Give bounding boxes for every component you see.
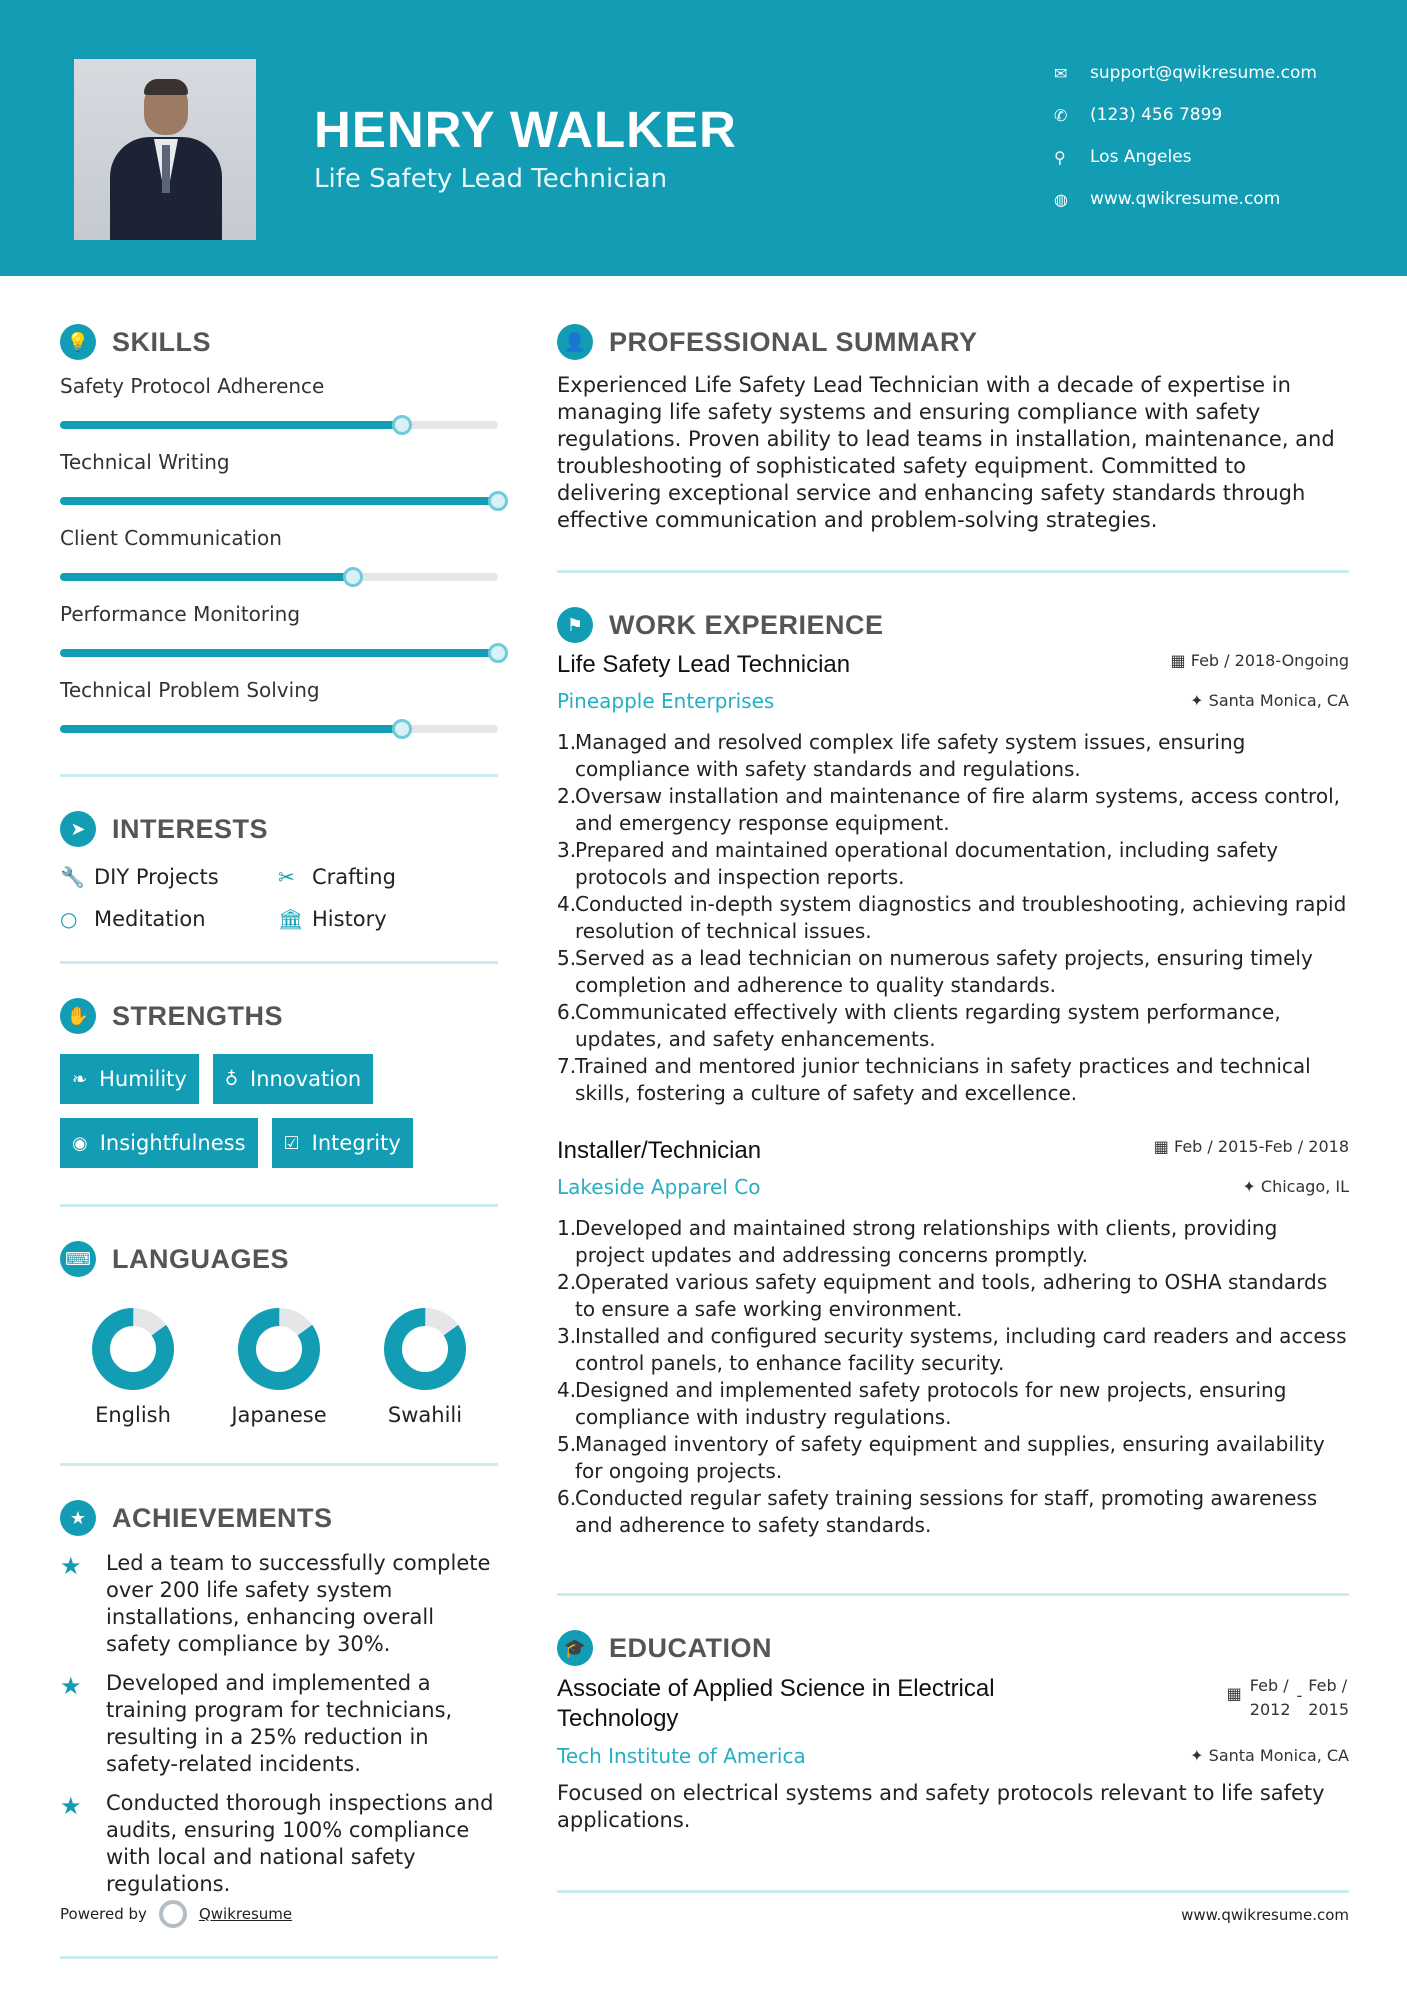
contact-location: ⚲ Los Angeles: [1054, 147, 1192, 167]
contact-phone[interactable]: ✆ (123) 456 7899: [1054, 105, 1223, 125]
language-name: Japanese: [231, 1403, 327, 1427]
job-bullets: [557, 1215, 1349, 1539]
job-title: Life Safety Lead Technician: [557, 651, 851, 678]
job-entry: [557, 651, 1349, 1107]
school-name: Tech Institute of America: [557, 1744, 806, 1768]
company-name: Lakeside Apparel Co: [557, 1175, 761, 1199]
job-location: ✦ Santa Monica, CA: [1190, 691, 1349, 710]
company-name: Pineapple Enterprises: [557, 689, 775, 713]
section-divider: [557, 1593, 1349, 1596]
strength-tag: ♁ Innovation: [213, 1054, 373, 1104]
skill-item: [60, 520, 498, 596]
job-bullet: 7. Trained and mentored junior technicians in safety practices and technical skills, fostering a culture of safety and excellence.: [557, 1054, 1311, 1105]
section-divider: [60, 1956, 498, 1959]
skills-list: [60, 368, 498, 774]
summary-text: Experienced Life Safety Lead Technician with a decade of expertise in managing life safety systems and ensuring compliance with safety regulations. Proven ability to lead teams in installation, maintenance, and troubleshooting of sophisticated safety equipment. Committed to delivering exceptional service and enhancing safety standards through effective communication and problem-solving strategies.: [557, 373, 1335, 532]
skill-bar: [60, 421, 498, 429]
contact-website[interactable]: ◍ www.qwikresume.com: [1054, 189, 1281, 209]
language-item: [60, 1305, 206, 1427]
graduation-cap-icon: 🎓: [557, 1630, 593, 1666]
star-icon: ★: [60, 1792, 82, 1820]
pin-icon: ✦: [1190, 1746, 1209, 1765]
interest-item: ○ Meditation: [60, 907, 206, 931]
briefcase-icon: ⚑: [557, 607, 593, 643]
skill-bar-knob: [392, 719, 412, 739]
skill-item: [60, 444, 498, 520]
language-icon: ⌨: [60, 1241, 96, 1277]
strength-tag: ◉ Insightfulness: [60, 1118, 258, 1168]
job-bullet: 2. Operated various safety equipment and tools, adhering to OSHA standards to ensure a safe working environment.: [557, 1270, 1328, 1321]
job-bullet: 6. Conducted regular safety training sessions for staff, promoting awareness and adherence to safety standards.: [557, 1486, 1318, 1537]
job-bullet: 1. Managed and resolved complex life safety system issues, ensuring compliance with safety standards and regulations.: [557, 730, 1246, 781]
left-column: [60, 316, 498, 1910]
skill-bar-knob: [488, 643, 508, 663]
qwikresume-logo-icon: [159, 1900, 187, 1928]
summary-heading: 👤 PROFESSIONAL SUMMARY: [557, 316, 1349, 368]
circle-icon: ○: [60, 907, 78, 931]
interest-item: ✂ Crafting: [278, 865, 396, 889]
education-heading: 🎓 EDUCATION: [557, 1622, 1349, 1674]
eye-icon: ◉: [72, 1132, 88, 1154]
resume-header: [0, 0, 1407, 276]
pin-icon: ✦: [1242, 1177, 1261, 1196]
skill-bar: [60, 497, 498, 505]
skills-heading: 💡 SKILLS: [60, 316, 498, 368]
skill-name: Technical Problem Solving: [60, 678, 320, 702]
education-description: Focused on electrical systems and safety protocols relevant to life safety applications.: [557, 1781, 1325, 1832]
user-icon: 👤: [557, 324, 593, 360]
languages-heading: ⌨ LANGUAGES: [60, 1233, 498, 1285]
strengths-list: [60, 1042, 498, 1204]
job-bullet: 3. Prepared and maintained operational documentation, including safety protocols and inspection reports.: [557, 838, 1279, 889]
achievement-item: ★ Led a team to successfully complete over 200 life safety system installations, enhancing overall safety compliance by 30%.: [60, 1551, 491, 1656]
skill-item: [60, 596, 498, 672]
powered-by: Powered by Qwikresume: [60, 1900, 292, 1928]
strengths-heading: ✋ STRENGTHS: [60, 990, 498, 1042]
job-bullet: 5. Managed inventory of safety equipment and supplies, ensuring availability for ongoing projects.: [557, 1432, 1325, 1483]
skill-bar-fill: [60, 421, 402, 429]
job-bullet: 4. Conducted in-depth system diagnostics and troubleshooting, achieving rapid resolution of technical issues.: [557, 892, 1347, 943]
calendar-icon: ▦: [1153, 1137, 1174, 1156]
profile-photo: [74, 59, 256, 240]
skill-bar-fill: [60, 725, 402, 733]
footer-url[interactable]: www.qwikresume.com: [1181, 1906, 1349, 1924]
candidate-name: HENRY WALKER: [314, 101, 737, 158]
envelope-icon: ✉: [1054, 63, 1068, 83]
skill-bar-fill: [60, 649, 498, 657]
bank-icon: 🏛: [278, 907, 304, 931]
job-bullet: 6. Communicated effectively with clients regarding system performance, updates, and safety enhancements.: [557, 1000, 1281, 1051]
language-item: [352, 1305, 498, 1427]
job-bullet: 1. Developed and maintained strong relationships with clients, providing project updates and addressing concerns promptly.: [557, 1216, 1278, 1267]
language-donut: [89, 1305, 177, 1393]
skill-bar-knob: [392, 415, 412, 435]
contact-list: [1054, 52, 1394, 220]
language-name: English: [95, 1403, 171, 1427]
star-icon: ★: [60, 1552, 82, 1580]
degree-title: Associate of Applied Science in Electrical Technology: [557, 1675, 995, 1732]
languages-list: [60, 1285, 498, 1463]
skill-bar: [60, 649, 498, 657]
star-badge-icon: ★: [60, 1500, 96, 1536]
job-dates: ▦ Feb / 2018-Ongoing: [1170, 651, 1349, 670]
interests-list: [60, 855, 498, 961]
job-bullet: 4. Designed and implemented safety protocols for new projects, ensuring compliance with industry regulations.: [557, 1378, 1287, 1429]
achievements-list: [60, 1550, 498, 1898]
hand-icon: ✋: [60, 998, 96, 1034]
job-bullet: 3. Installed and configured security systems, including card readers and access control panels, to enhance facility security.: [557, 1324, 1347, 1375]
skill-item: [60, 368, 498, 444]
skill-name: Safety Protocol Adherence: [60, 374, 325, 398]
section-divider: [60, 1204, 498, 1207]
section-divider: [60, 774, 498, 777]
language-item: [206, 1305, 352, 1427]
star-icon: ★: [60, 1672, 82, 1700]
skill-bar-fill: [60, 573, 353, 581]
job-title: Installer/Technician: [557, 1137, 762, 1164]
job-dates: ▦ Feb / 2015-Feb / 2018: [1153, 1137, 1349, 1156]
phone-icon: ✆: [1054, 105, 1068, 125]
language-donut: [381, 1305, 469, 1393]
work-heading: ⚑ WORK EXPERIENCE: [557, 599, 1349, 651]
calendar-icon: ▦: [1226, 1684, 1242, 1703]
skill-name: Client Communication: [60, 526, 282, 550]
pin-icon: ✦: [1190, 691, 1209, 710]
strength-tag: ❧ Humility: [60, 1054, 199, 1104]
skill-name: Performance Monitoring: [60, 602, 301, 626]
skill-bar-knob: [343, 567, 363, 587]
job-bullet: 5. Served as a lead technician on numerous safety projects, ensuring timely completion and adherence to quality standards.: [557, 946, 1313, 997]
achievement-item: ★ Developed and implemented a training program for technicians, resulting in a 25% reduction in safety-related incidents.: [60, 1671, 453, 1776]
skill-bar: [60, 725, 498, 733]
checkbox-icon: ☑: [283, 1132, 300, 1154]
leaf-icon: ❧: [72, 1068, 88, 1090]
interest-item: 🏛 History: [278, 907, 387, 931]
qwikresume-link[interactable]: Qwikresume: [198, 1905, 293, 1923]
right-column: [557, 316, 1349, 1834]
school-location: ✦ Santa Monica, CA: [1190, 1746, 1349, 1765]
job-location: ✦ Chicago, IL: [1242, 1177, 1349, 1196]
strength-tag: ☑ Integrity: [272, 1118, 413, 1168]
skill-bar: [60, 573, 498, 581]
job-entry: [557, 1137, 1349, 1539]
language-donut: [235, 1305, 323, 1393]
globe-icon: ◍: [1054, 189, 1068, 209]
section-divider: [557, 570, 1349, 573]
interest-item: 🔧 DIY Projects: [60, 865, 219, 889]
candidate-title: Life Safety Lead Technician: [314, 164, 668, 194]
section-divider: [557, 1890, 1349, 1893]
lightbulb-icon: ♁: [224, 1068, 239, 1090]
achievements-heading: ★ ACHIEVEMENTS: [60, 1492, 498, 1544]
achievement-item: ★ Conducted thorough inspections and audits, ensuring 100% compliance with local and national safety regulations.: [60, 1791, 494, 1896]
job-bullets: [557, 729, 1349, 1107]
section-divider: [60, 1463, 498, 1466]
skill-item: [60, 672, 498, 748]
interests-heading: ➤ INTERESTS: [60, 803, 498, 855]
lightbulb-icon: 💡: [60, 324, 96, 360]
calendar-icon: ▦: [1170, 651, 1191, 670]
skill-bar-fill: [60, 497, 498, 505]
language-name: Swahili: [387, 1403, 463, 1427]
job-bullet: 2. Oversaw installation and maintenance of fire alarm systems, access control, and emergency response equipment.: [557, 784, 1340, 835]
scissors-icon: ✂: [278, 865, 295, 889]
education-dates: ▦ Feb / 2012 - Feb / 2015: [1226, 1676, 1349, 1719]
skill-bar-knob: [488, 491, 508, 511]
skill-name: Technical Writing: [60, 450, 230, 474]
contact-email[interactable]: ✉ support@qwikresume.com: [1054, 63, 1317, 83]
paper-plane-icon: ➤: [60, 811, 96, 847]
section-divider: [60, 961, 498, 964]
wrench-icon: 🔧: [60, 865, 85, 889]
map-pin-icon: ⚲: [1054, 147, 1066, 167]
